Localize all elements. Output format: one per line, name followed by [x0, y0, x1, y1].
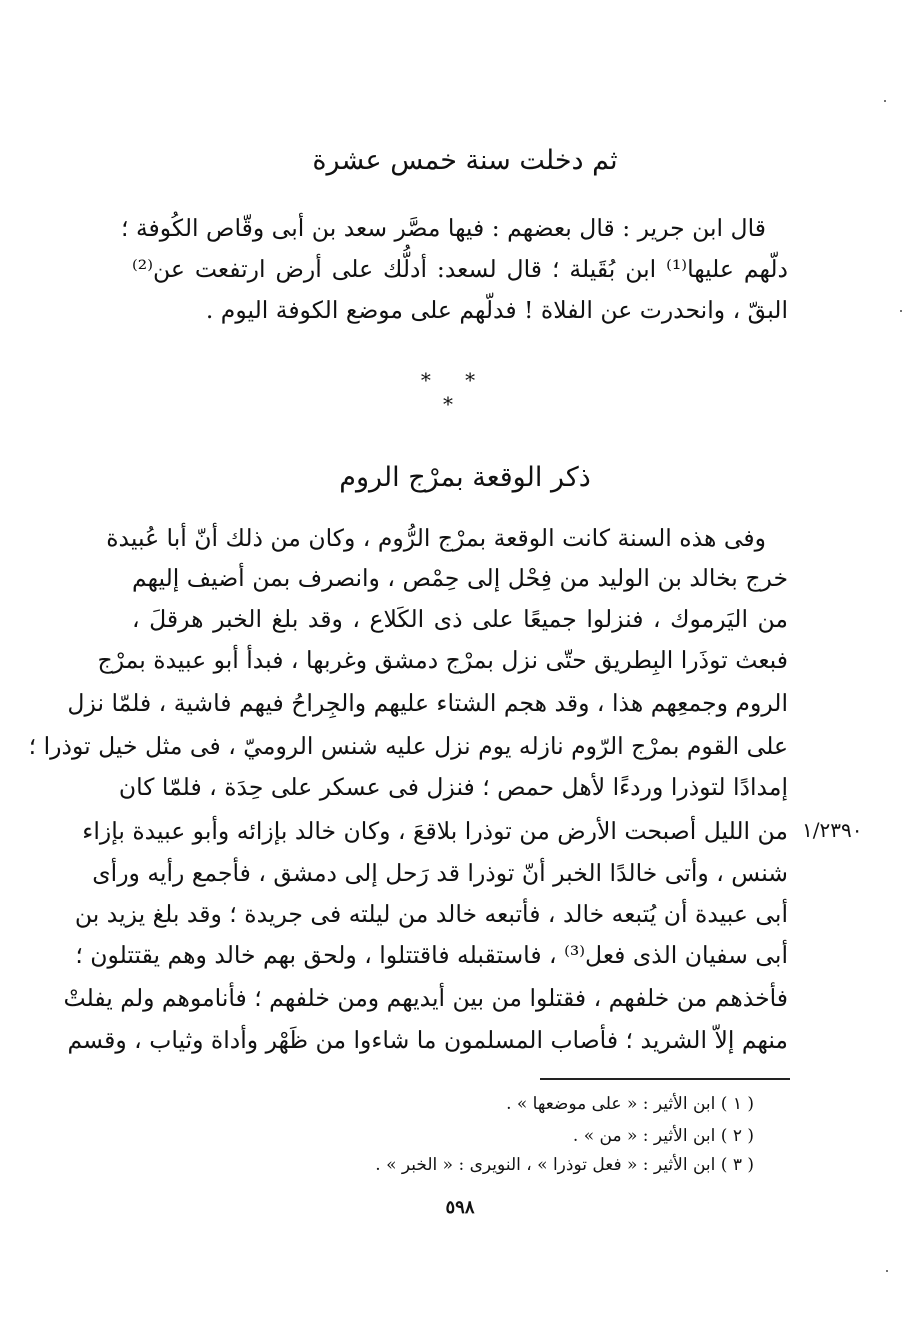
footnote-divider [540, 1078, 790, 1080]
margin-page-reference: ١/٢٣٩٠ [802, 818, 863, 842]
scan-speck [886, 1270, 888, 1272]
paragraph-2-line: شنس ، وأتى خالدًا الخبر أنّ توذرا قد رَحل إلى دمشق ، فأجمع رأيه ورأى [92, 859, 788, 887]
paragraph-1-line: دلّهم عليها⁽¹⁾ ابن بُقَيلة ؛ قال لسعد: أدلُّك على أرض ارتفعت عن⁽²⁾ [132, 255, 788, 283]
paragraph-2-line: من الليل أصبحت الأرض من توذرا بلاقعَ ، وكان خالد بإزائه وأبو عبيدة بإزاء [82, 817, 788, 845]
footnote-2: ( ٢ ) ابن الأثير : « من » . [572, 1126, 754, 1146]
paragraph-2-line: خرج بخالد بن الوليد من فِحْل إلى حِمْص ، وانصرف بمن أضيف إليهم [132, 564, 788, 592]
section-title-marj-al-rum: ذكر الوقعة بمرْج الروم [339, 462, 591, 493]
page-number: ٥٩٨ [445, 1197, 475, 1218]
paragraph-2-line: منهم إلاّ الشريد ؛ فأصاب المسلمون ما شاءوا من ظَهْر وأداة وثياب ، وقسم [67, 1026, 788, 1054]
paragraph-2-line: أبى سفيان الذى فعل⁽³⁾ ، فاستقبله فاقتتلوا ، ولحق بهم خالد وهم يقتتلون ؛ [75, 941, 788, 969]
paragraph-1-line: قال ابن جرير : قال بعضهم : فيها مصَّر سعد بن أبى وقّاص الكُوفة ؛ [121, 214, 766, 242]
section-title-year-15: ثم دخلت سنة خمس عشرة [312, 145, 618, 176]
paragraph-2-line: إمدادًا لتوذرا وردءًا لأهل حمص ؛ فنزل فى عسكر على حِدَة ، فلمّا كان [118, 773, 788, 801]
paragraph-2-line: وفى هذه السنة كانت الوقعة بمرْج الرُّوم ، وكان من ذلك أنّ أبا عُبيدة [106, 524, 766, 552]
paragraph-2-line: الروم وجمعِهم هذا ، وقد هجم الشتاء عليهم والجِراحُ فيهم فاشية ، فلمّا نزل [67, 689, 788, 717]
footnote-3: ( ٣ ) ابن الأثير : « فعل توذرا » ، النويرى : « الخبر » . [375, 1155, 754, 1175]
paragraph-2-line: أبى عبيدة أن يُتبعه خالد ، فأتبعه خالد من ليلته فى جريدة ؛ وقد بلغ يزيد بن [74, 900, 788, 928]
footnote-1: ( ١ ) ابن الأثير : « على موضعها » . [506, 1094, 754, 1114]
paragraph-2-line: فبعث توذَرا البِطريق حتّى نزل بمرْج دمشق وغربها ، فبدأ أبو عبيدة بمرْج [97, 646, 788, 674]
scan-speck [884, 100, 886, 102]
paragraph-1-line: البقّ ، وانحدرت عن الفلاة ! فدلّهم على موضع الكوفة اليوم . [205, 296, 788, 324]
section-separator: * * * [420, 368, 490, 416]
paragraph-2-line: من اليَرموك ، فنزلوا جميعًا على ذى الكَلاع ، وقد بلغ الخبر هرقلَ ، [132, 605, 788, 633]
paragraph-2-line: على القوم بمرْج الرّوم نازله يوم نزل عليه شنس الروميّ ، فى مثل خيل توذرا ؛ [28, 732, 788, 760]
scan-speck [900, 310, 902, 312]
paragraph-2-line: فأخذهم من خلفهم ، فقتلوا من بين أيديهم ومن خلفهم ؛ فأناموهم ولم يفلتْ [63, 984, 788, 1012]
